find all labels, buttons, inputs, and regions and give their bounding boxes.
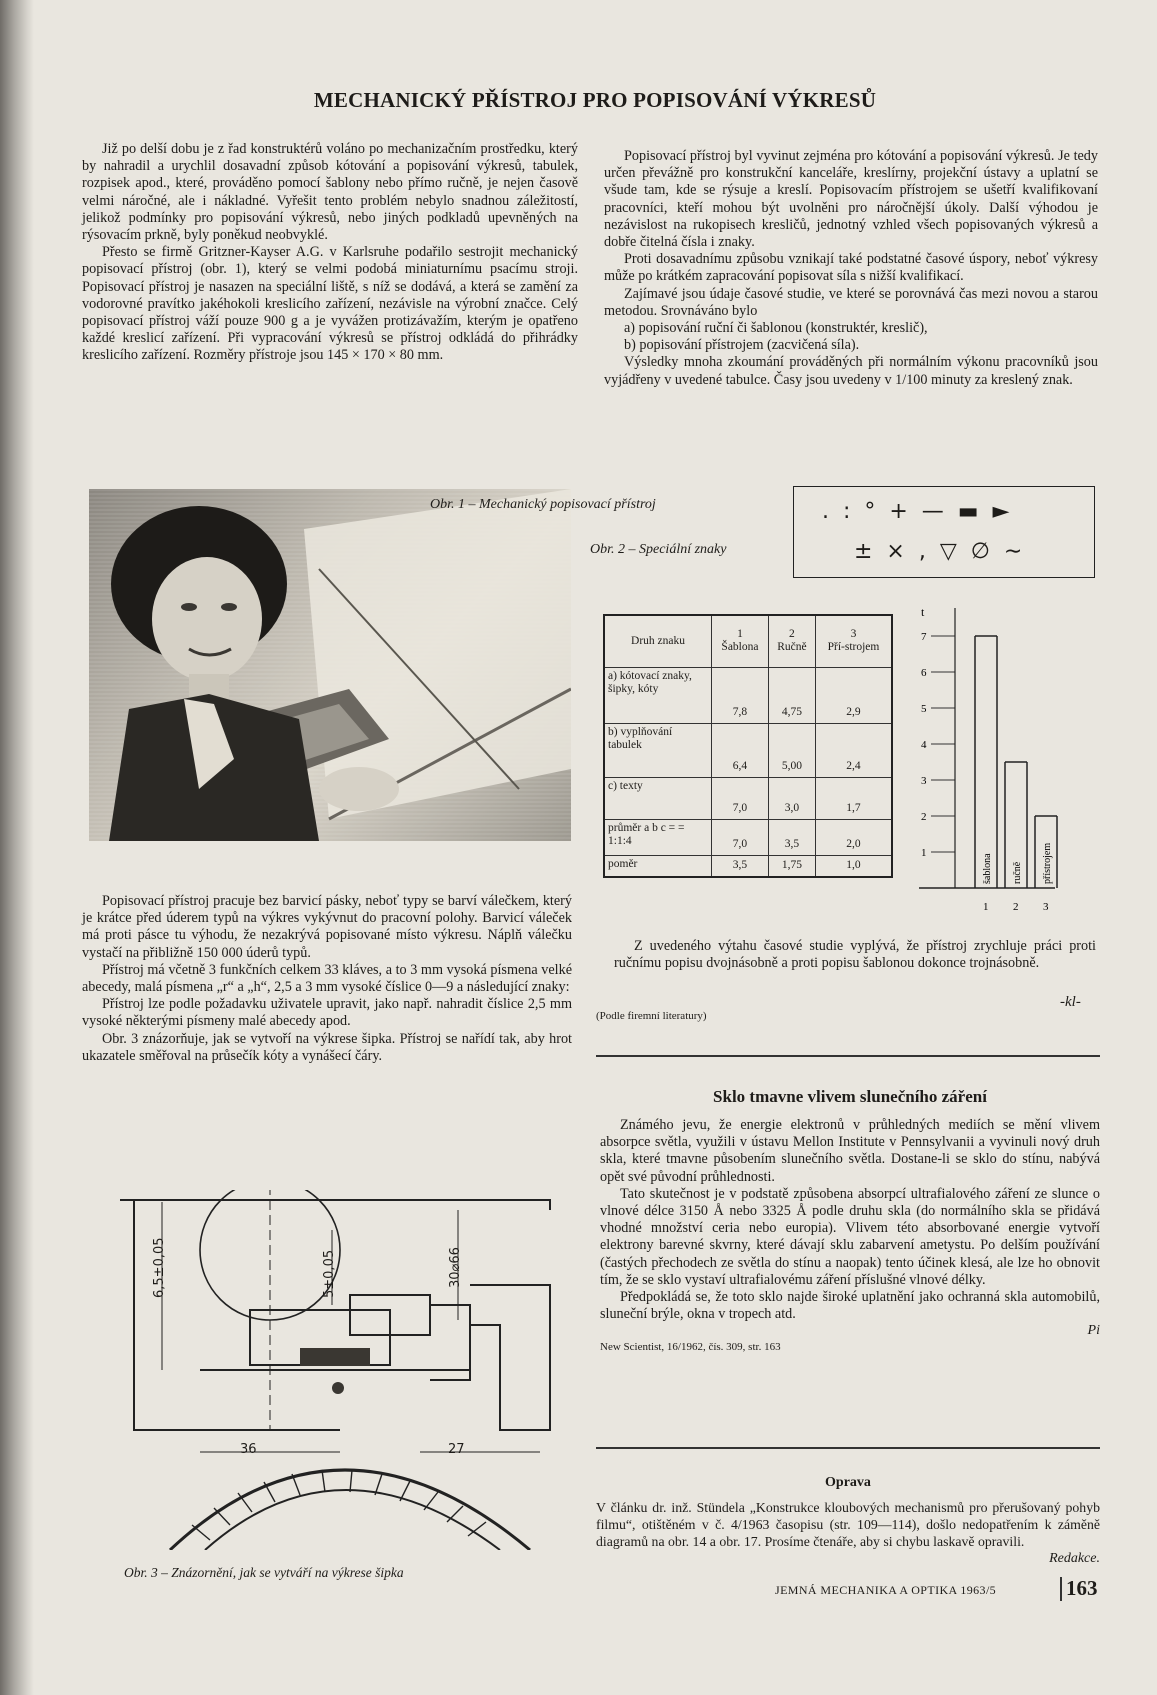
paragraph: Přístroj lze podle požadavku uživatele upravit, jako např. nahradit číslice 2,5 mm vysoké některými písmeny malé abecedy apod. bbox=[82, 996, 572, 1030]
signature-kl: -kl- bbox=[1060, 994, 1081, 1010]
conclusion-paragraph: Z uvedeného výtahu časové studie vyplývá, že přístroj zrychluje práci proti ručnímu popisu dvojnásobně a proti popisu šablonou dokonce trojnásobně. bbox=[614, 938, 1096, 972]
chart-tick-label: 5 bbox=[921, 703, 927, 715]
figure-3-caption: Obr. 3 – Znázornění, jak se vytváří na výkrese šipka bbox=[124, 1565, 404, 1580]
chart-category-label: 3 bbox=[1043, 901, 1049, 913]
table-header-row bbox=[604, 615, 892, 667]
woman-with-device-illustration bbox=[89, 489, 571, 841]
chart-category-label: 2 bbox=[1013, 901, 1019, 913]
header-col-1-num: 1 bbox=[737, 628, 743, 641]
correction-title: Oprava bbox=[825, 1475, 871, 1490]
special-chars-row-2: ± × , ▽ ∅ ∼ bbox=[854, 539, 1023, 564]
header-col-3-name: Pří-strojem bbox=[827, 641, 880, 654]
cell: 4,75 bbox=[768, 667, 815, 723]
header-col-1-name: Šablona bbox=[721, 641, 759, 654]
row-label: c) texty bbox=[604, 777, 712, 819]
list-item: a) popisování ruční či šablonou (konstruktér, kreslič), bbox=[624, 320, 928, 337]
time-study-table bbox=[603, 614, 893, 878]
cell: 7,8 bbox=[712, 667, 769, 723]
row-label: a) kótovací znaky, šipky, kóty bbox=[604, 667, 712, 723]
paragraph: Již po delší dobu je z řad konstruktérů voláno po mechanizačním prostředku, který by nahradil a urychlil dosavadní způsob kótování a popisování výkresů, tabulek, rozpisek apod., které, prováděno pomocí šablony nebo přímo ručně, je nejen časově velmi náročné, ale i nákladné. Vyřešit tento problém nebylo snadnou záležitostí, jelikož podmínky pro popisování výkresů, nebo jiných podkladů upevněných na rýsovacím prkně, byly poněkud neobvyklé. bbox=[82, 141, 578, 244]
cell: 2,9 bbox=[815, 667, 892, 723]
figure-3-technical-drawing bbox=[110, 1190, 570, 1550]
special-chars-row-1: . : ° + — ▬ ► bbox=[822, 499, 1010, 524]
mid-left-column bbox=[82, 893, 572, 1065]
row-label: poměr bbox=[604, 855, 712, 877]
table-row bbox=[604, 819, 892, 855]
chart-axis-label: t bbox=[921, 605, 925, 619]
paragraph: Popisovací přístroj pracuje bez barvicí pásky, neboť typy se barví válečkem, který je krátce před úderem typů na výkres vykývnut do pracovní polohy. Barvicí váleček má proti pásce tu výhodu, že nezakrývá popisované místo výkresu. Náplň válečku vystačí na přibližně 150 000 úderů typů. bbox=[82, 893, 572, 961]
chart-tick-label: 2 bbox=[921, 811, 927, 823]
article-2-title: Sklo tmavne vlivem slunečního záření bbox=[713, 1087, 987, 1106]
paragraph: Přesto se firmě Gritzner-Kayser A.G. v Karlsruhe podařilo sestrojit mechanický popisovací přístroj (obr. 1), který se velmi podobá miniaturnímu psacímu stroji. Popisovací přístroj je nasazen na speciální liště, s níž se dodává, a která se zamění za vodorovné pravítko jakéhokoli kreslicího zařízení, nezávisle na výrobní značce. Celý popisovací přístroj váží pouze 900 g a je vyvážen protizávažím, kterým je opatřeno každé kreslicí zařízení. Při vypracování výkresů se přístroj odkládá do přihrádky kreslicího zařízení. Rozměry přístroje jsou 145 × 170 × 80 mm. bbox=[82, 244, 578, 364]
article-2-source: New Scientist, 16/1962, čís. 309, str. 163 bbox=[600, 1341, 781, 1354]
cell: 1,75 bbox=[768, 855, 815, 877]
header-type: Druh znaku bbox=[604, 615, 712, 667]
chart-tick-label: 6 bbox=[921, 667, 927, 679]
article-2-signature: Pi bbox=[1087, 1323, 1100, 1339]
header-col-2-num: 2 bbox=[789, 628, 795, 641]
divider bbox=[596, 1055, 1100, 1057]
dim-c: 30⌀66 bbox=[448, 1247, 463, 1288]
paragraph: Předpokládá se, že toto sklo najde široké uplatnění jako ochranná skla automobilů, sluneční brýle, okna v tropech atd. bbox=[600, 1289, 1100, 1323]
figure-2-caption: Obr. 2 – Speciální znaky bbox=[590, 542, 727, 557]
cell: 1,7 bbox=[815, 777, 892, 819]
dim-b: 5±0,05 bbox=[322, 1249, 337, 1298]
chart-tick-label: 7 bbox=[921, 631, 927, 643]
cell: 6,4 bbox=[712, 723, 769, 777]
table-row bbox=[604, 723, 892, 777]
cell: 2,4 bbox=[815, 723, 892, 777]
special-characters-box bbox=[793, 486, 1095, 578]
journal-footer: JEMNÁ MECHANIKA A OPTIKA 1963/5 bbox=[775, 1583, 997, 1597]
paragraph: Výsledky mnoha zkoumání prováděných při normálním výkonu pracovníků jsou vyjádřeny v uvedené tabulce. Časy jsou uvedeny v 1/100 minuty za kreslený znak. bbox=[604, 354, 1098, 388]
header-col-3-num: 3 bbox=[850, 628, 857, 641]
row-label: b) vyplňování tabulek bbox=[604, 723, 712, 777]
cell: 3,0 bbox=[768, 777, 815, 819]
left-column bbox=[82, 141, 578, 365]
chart-category-label: 1 bbox=[983, 901, 989, 913]
paragraph: Tato skutečnost je v podstatě způsobena absorpcí ultrafialového záření ze slunce o vlnové délce 3150 Å nebo 3325 Å podle druhu skla (do normálního skla se přidává vhodné množství ceria nebo europia). Vlivem této absorbované energie vytvoří elektrony barevné skvrny, které dávají sklu zabarvení ametystu. Po delším používání (častých přechodech ze světla do stínu a naopak) tento účinek klesá, ale lze ho obnovit tím, že se sklo vystaví ultrafialovému záření příslušné vlnové délky. bbox=[600, 1185, 1100, 1288]
figure-1-photo bbox=[89, 489, 571, 841]
list-item: b) popisování přístrojem (zacvičená síla). bbox=[624, 337, 860, 354]
chart-tick-label: 3 bbox=[921, 775, 927, 787]
paragraph: Obr. 3 znázorňuje, jak se vytvoří na výkrese šipka. Přístroj se nařídí tak, aby hrot ukazatele směřoval na průsečík kóty a vynášecí čáry. bbox=[82, 1030, 572, 1064]
table-row bbox=[604, 777, 892, 819]
article-2 bbox=[600, 1087, 1100, 1353]
correction-signature: Redakce. bbox=[1049, 1550, 1100, 1566]
source-note: (Podle firemní literatury) bbox=[596, 1010, 707, 1022]
chart-bar-label: ručně bbox=[1012, 861, 1023, 884]
table-row bbox=[604, 855, 892, 877]
header-col-2-name: Ručně bbox=[777, 641, 807, 654]
paragraph: Přístroj má včetně 3 funkčních celkem 33 kláves, a to 3 mm vysoká písmena velké abecedy, malá písmena „r“ a „h“, 2,5 a 3 mm vysoké číslice 0—9 a následující znaky: bbox=[82, 961, 572, 996]
time-comparison-chart bbox=[905, 600, 1105, 918]
chart-tick-label: 4 bbox=[921, 739, 927, 751]
footer-separator bbox=[1060, 1577, 1062, 1601]
dim-d: 36 bbox=[240, 1442, 257, 1457]
header-col-2 bbox=[768, 615, 815, 667]
dim-a: 6,5±0,05 bbox=[152, 1237, 167, 1298]
header-col-3 bbox=[815, 615, 892, 667]
chart-tick-label: 1 bbox=[921, 847, 927, 859]
divider bbox=[596, 1447, 1100, 1449]
article-title: MECHANICKÝ PŘÍSTROJ PRO POPISOVÁNÍ VÝKRESŮ bbox=[313, 88, 877, 112]
dim-e: 27 bbox=[448, 1442, 465, 1457]
cell: 3,5 bbox=[768, 819, 815, 855]
header-col-1 bbox=[712, 615, 769, 667]
book-spine-shadow bbox=[0, 0, 34, 1695]
right-column bbox=[604, 148, 1098, 389]
chart-bar-label: přístrojem bbox=[1042, 842, 1053, 884]
paragraph: Popisovací přístroj byl vyvinut zejména pro kótování a popisování výkresů. Je tedy určen převážně pro konstrukční kanceláře, kreslírny, projekční ústavy a uplatní se všude tam, kde se rýsuje a kreslí. Popisovacím přístrojem se ušetří kvalifikovaní pracovníci, kteří mohou být uvolněni pro náročnější úkoly. Další výhodou je nezávislost na rukopisech kresličů, jednotný vzhled všech popisovaných výkresů a dobře čitelná čísla i znaky. bbox=[604, 148, 1098, 251]
page-number: 163 bbox=[1066, 1576, 1098, 1600]
cell: 2,0 bbox=[815, 819, 892, 855]
correction-text: V článku dr. inž. Stündela „Konstrukce kloubových mechanismů pro přerušovaný pohyb filmu“, otištěném v č. 4/1963 časopisu (str. 109—114), došlo nedopatřením k záměně diagramů na obr. 14 a obr. 17. Prosíme čtenáře, aby si chybu laskavě opravili. bbox=[596, 1500, 1100, 1550]
cell: 7,0 bbox=[712, 819, 769, 855]
paragraph: Známého jevu, že energie elektronů v průhledných mediích se mění vlivem absorpce světla, využili v ústavu Mellon Institute v Pennsylvanii a vyvinuli nový druh skla, které tmavne působením slunečního světla. Dostane-li se sklo do stínu, nabývá opět své původní průhlednosti. bbox=[600, 1117, 1100, 1185]
row-label: průměr a b c = = 1:1:4 bbox=[604, 819, 712, 855]
figure-1-caption: Obr. 1 – Mechanický popisovací přístroj bbox=[430, 497, 656, 512]
correction-notice bbox=[596, 1475, 1100, 1567]
paragraph: Proti dosavadnímu způsobu vznikají také podstatné časové úspory, neboť výkresy může po krátkém zapracování popisovat síla s nižší kvalifikací. bbox=[604, 251, 1098, 285]
table-row bbox=[604, 667, 892, 723]
chart-bar-label: šablona bbox=[982, 853, 993, 884]
cell: 3,5 bbox=[712, 855, 769, 877]
paragraph: Zajímavé jsou údaje časové studie, ve které se porovnává čas mezi novou a starou metodou. Srovnáváno bylo bbox=[604, 285, 1098, 319]
cell: 1,0 bbox=[815, 855, 892, 877]
cell: 5,00 bbox=[768, 723, 815, 777]
cell: 7,0 bbox=[712, 777, 769, 819]
